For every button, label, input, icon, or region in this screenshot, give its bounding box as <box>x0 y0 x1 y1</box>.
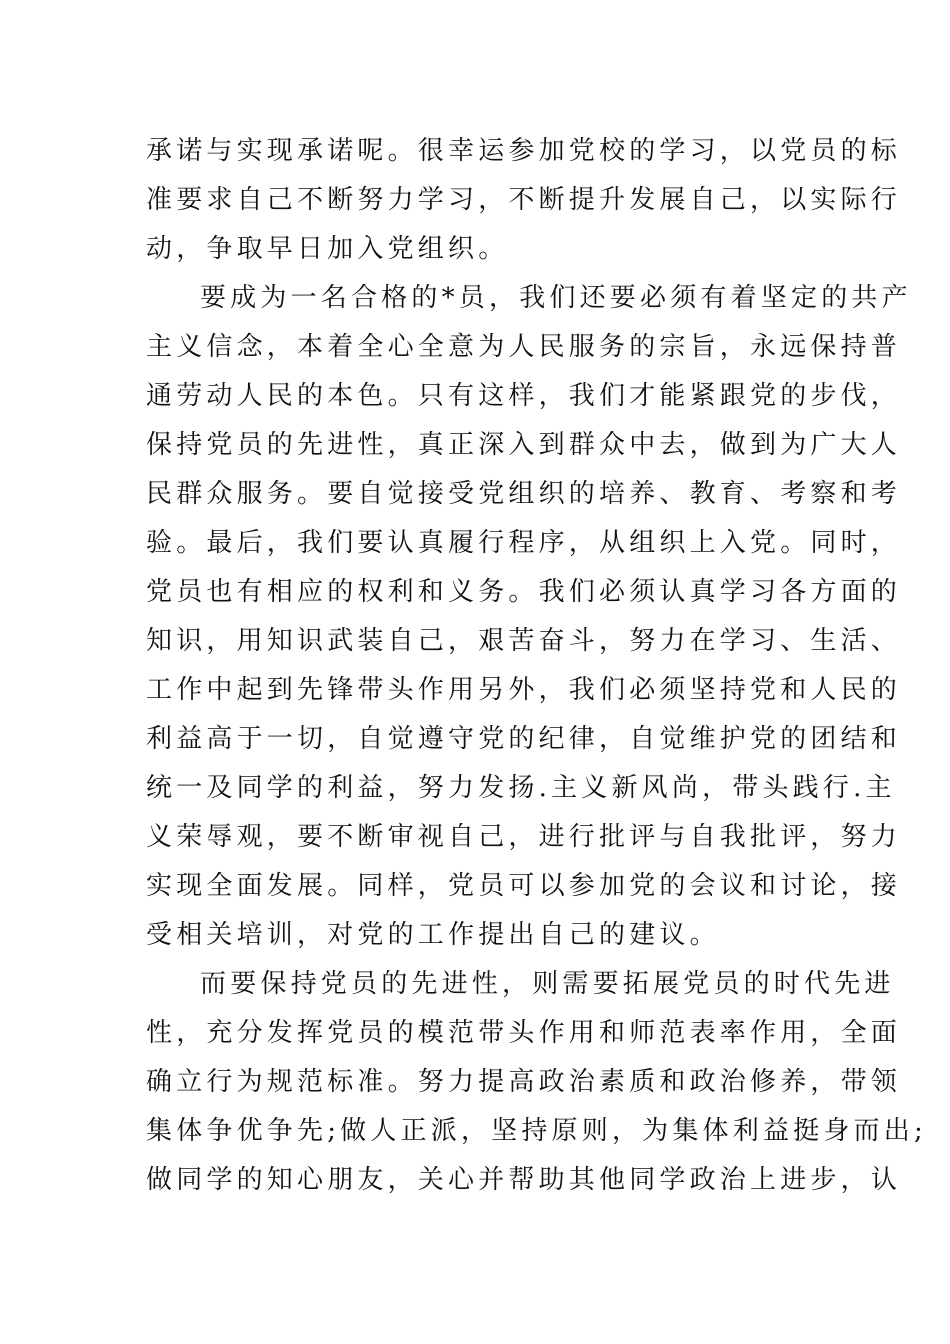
text-line: 义荣辱观，要不断审视自己，进行批评与自我批评，努力 <box>146 822 902 852</box>
text-line: 主义信念，本着全心全意为人民服务的宗旨，永远保持普 <box>146 332 902 362</box>
text-line: 受相关培训，对党的工作提出自己的建议。 <box>146 920 720 950</box>
text-line: 利益高于一切，自觉遵守党的纪律，自觉维护党的团结和 <box>146 724 902 754</box>
paragraph-start-line: 要成为一名合格的*员，我们还要必须有着坚定的共产 <box>200 283 912 313</box>
text-line: 动，争取早日加入党组织。 <box>146 234 509 264</box>
paragraph-start-line: 而要保持党员的先进性，则需要拓展党员的时代先进 <box>200 969 895 999</box>
text-line: 承诺与实现承诺呢。很幸运参加党校的学习，以党员的标 <box>146 136 902 166</box>
text-line: 集体争优争先;做人正派，坚持原则，为集体利益挺身而出; <box>146 1116 927 1146</box>
text-line: 做同学的知心朋友，关心并帮助其他同学政治上进步，认 <box>146 1165 902 1195</box>
text-line: 确立行为规范标准。努力提高政治素质和政治修养，带领 <box>146 1067 902 1097</box>
text-line: 性，充分发挥党员的模范带头作用和师范表率作用，全面 <box>146 1018 902 1048</box>
text-line: 准要求自己不断努力学习，不断提升发展自己，以实际行 <box>146 185 902 215</box>
text-line: 实现全面发展。同样，党员可以参加党的会议和讨论，接 <box>146 871 902 901</box>
text-line: 统一及同学的利益，努力发扬.主义新风尚，带头践行.主 <box>146 773 896 803</box>
text-line: 工作中起到先锋带头作用另外，我们必须坚持党和人民的 <box>146 675 902 705</box>
text-line: 知识，用知识武装自己，艰苦奋斗，努力在学习、生活、 <box>146 626 902 656</box>
text-line: 通劳动人民的本色。只有这样，我们才能紧跟党的步伐， <box>146 381 902 411</box>
text-line: 民群众服务。要自觉接受党组织的培养、教育、考察和考 <box>146 479 902 509</box>
text-line: 验。最后，我们要认真履行程序，从组织上入党。同时， <box>146 528 902 558</box>
text-line: 保持党员的先进性，真正深入到群众中去，做到为广大人 <box>146 430 902 460</box>
text-line: 党员也有相应的权利和义务。我们必须认真学习各方面的 <box>146 577 902 607</box>
